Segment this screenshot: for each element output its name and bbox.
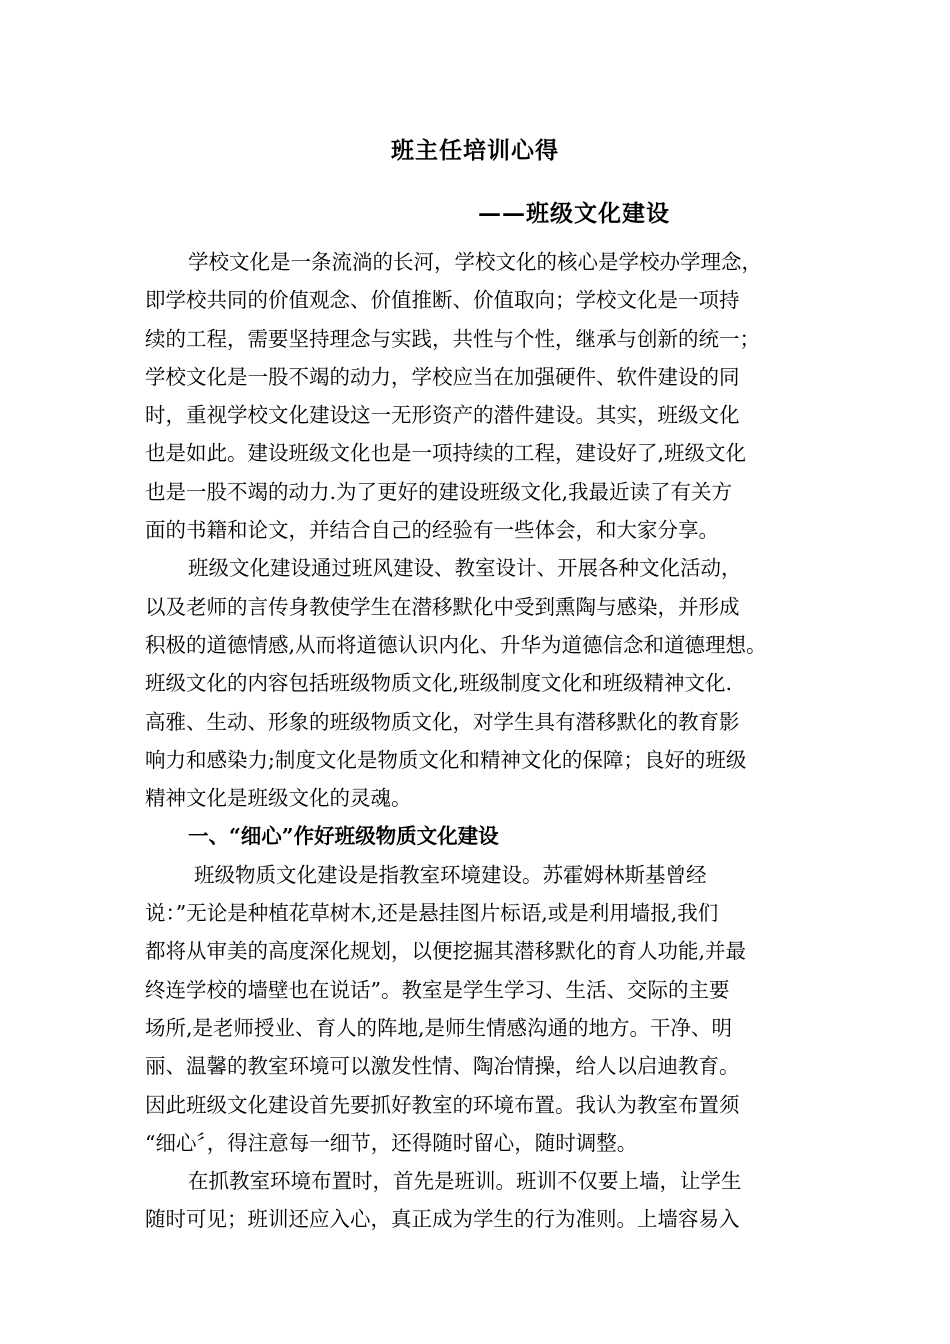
paragraph-3-line-5: 场所,是老师授业、育人的阵地,是师生情感沟通的地方。干净、明 — [145, 1015, 733, 1040]
document-body — [145, 243, 820, 1239]
paragraph-2-line-2: 以及老师的言传身教使学生在潜移默化中受到熏陶与感染，并形成 — [145, 594, 740, 619]
document-title: 班主任培训心得 — [391, 137, 559, 164]
paragraph-1-line-4: 学校文化是一股不竭的动力，学校应当在加强硬件、软件建设的同 — [145, 364, 740, 389]
paragraph-3-line-2: 说：”无论是种植花草树木,还是悬挂图片标语,或是利用墙报,我们 — [145, 901, 719, 926]
paragraph-2-line-4: 班级文化的内容包括班级物质文化,班级制度文化和班级精神文化. — [145, 671, 733, 696]
paragraph-1-line-5: 时，重视学校文化建设这一无形资产的潜件建设。其实，班级文化 — [145, 403, 740, 428]
paragraph-2-line-5: 高雅、生动、形象的班级物质文化，对学生具有潜移默化的教育影 — [145, 709, 740, 734]
paragraph-1-line-3: 续的工程，需要坚持理念与实践，共性与个性，继承与创新的统一； — [145, 326, 760, 351]
paragraph-1-line-7: 也是一股不竭的动力.为了更好的建设班级文化,我最近读了有关方 — [145, 479, 733, 504]
paragraph-3-line-3: 都将从审美的高度深化规划，以便挖掘其潜移默化的育人功能,并最 — [145, 939, 747, 964]
paragraph-3-line-7: 因此班级文化建设首先要抓好教室的环境布置。我认为教室布置须 — [145, 1092, 740, 1117]
paragraph-2-line-6: 响力和感染力;制度文化是物质文化和精神文化的保障；良好的班级 — [145, 747, 747, 772]
paragraph-2-line-1: 班级文化建设通过班风建设、教室设计、开展各种文化活动， — [188, 556, 742, 581]
paragraph-1-line-8: 面的书籍和论文，并结合自己的经验有一些体会，和大家分享。 — [145, 518, 719, 543]
paragraph-1-line-6: 也是如此。建设班级文化也是一项持续的工程，建设好了,班级文化 — [145, 441, 747, 466]
paragraph-2-line-7: 精神文化是班级文化的灵魂。 — [145, 786, 412, 811]
paragraph-3-line-4: 终连学校的墙壁也在说话”。教室是学生学习、生活、交际的主要 — [145, 977, 730, 1002]
paragraph-4-line-2: 随时可见；班训还应入心，真正成为学生的行为准则。上墙容易入 — [145, 1207, 740, 1232]
section-heading-1: 一、“细心”作好班级物质文化建设 — [188, 824, 499, 849]
paragraph-4-line-1: 在抓教室环境布置时，首先是班训。班训不仅要上墙，让学生 — [188, 1169, 742, 1194]
paragraph-3-line-1: 班级物质文化建设是指教室环境建设。苏霍姆林斯基曾经 — [194, 862, 707, 887]
paragraph-1-line-1: 学校文化是一条流淌的长河，学校文化的核心是学校办学理念， — [188, 250, 762, 274]
paragraph-3-line-8: “细心〞，得注意每一细节，还得随时留心，随时调整。 — [145, 1130, 638, 1155]
paragraph-1-line-2: 即学校共同的价值观念、价值推断、价值取向；学校文化是一项持 — [145, 288, 740, 313]
document-subtitle: ——班级文化建设 — [478, 200, 670, 227]
paragraph-2-line-3: 积极的道德情感,从而将道德认识内化、升华为道德信念和道德理想。 — [145, 632, 767, 657]
paragraph-3-line-6: 丽、温馨的教室环境可以激发性情、陶冶情操，给人以启迪教育。 — [145, 1054, 740, 1079]
